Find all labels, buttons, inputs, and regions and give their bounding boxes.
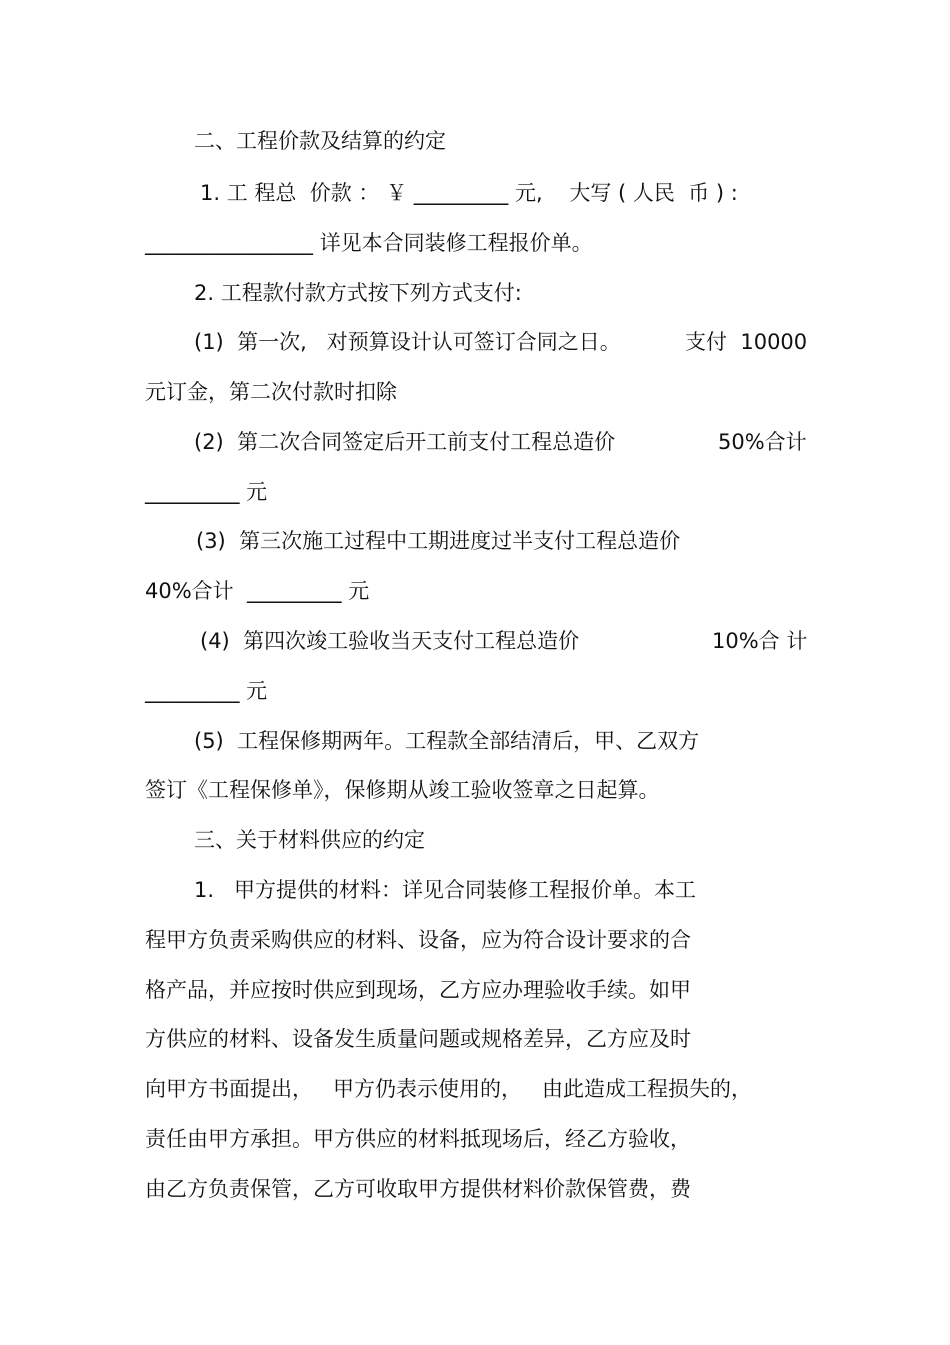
materials-line-6: 责任由甲方承担。甲方供应的材料抵现场后，经乙方验收， (145, 1127, 691, 1151)
payment-2: (2) 第二次合同签定后开工前支付工程总造价 (194, 430, 616, 454)
payment-method-intro: 2. 工程款付款方式按下列方式支付: (194, 281, 522, 305)
payment-4-percent: 10%合 计 (712, 629, 808, 653)
total-price-line: 1. 工 程总 价款 ： ￥ _________ 元, 大写 ( 人民 币 ) : (200, 181, 738, 205)
payment-3-cont: 40%合计 _________ 元 (145, 579, 370, 603)
materials-line-2: 程甲方负责采购供应的材料、设备，应为符合设计要求的合 (145, 928, 691, 952)
payment-2-percent: 50%合计 (718, 430, 807, 454)
total-price-line-cont: ________________ 详见本合同装修工程报价单。 (145, 231, 593, 255)
payment-3: (3) 第三次施工过程中工期进度过半支付工程总造价 (196, 529, 681, 553)
materials-line-5: 向甲方书面提出， 甲方仍表示使用的， 由此造成工程损失的， (145, 1077, 753, 1101)
materials-line-7: 由乙方负责保管，乙方可收取甲方提供材料价款保管费，费 (145, 1177, 691, 1201)
materials-line-3: 格产品，并应按时供应到现场，乙方应办理验收手续。如甲 (145, 978, 691, 1002)
payment-4: (4) 第四次竣工验收当天支付工程总造价 (200, 629, 580, 653)
warranty-line: (5) 工程保修期两年。工程款全部结清后，甲、乙双方 (194, 729, 700, 753)
section-2-heading: 二、工程价款及结算的约定 (194, 129, 446, 153)
materials-line-4: 方供应的材料、设备发生质量问题或规格差异，乙方应及时 (145, 1027, 691, 1051)
payment-2-cont: _________ 元 (145, 480, 268, 504)
payment-1-amount: 支付 10000 (685, 330, 808, 354)
warranty-line-cont: 签订《工程保修单》，保修期从竣工验收签章之日起算。 (145, 778, 660, 802)
materials-line-1: 1. 甲方提供的材料：详见合同装修工程报价单。本工 (194, 878, 697, 902)
payment-4-cont: _________ 元 (145, 679, 268, 703)
payment-1-cont: 元订金，第二次付款时扣除 (145, 380, 397, 404)
payment-1: (1) 第一次, 对预算设计认可签订合同之日。 (194, 330, 621, 354)
section-3-heading: 三、关于材料供应的约定 (194, 828, 425, 852)
